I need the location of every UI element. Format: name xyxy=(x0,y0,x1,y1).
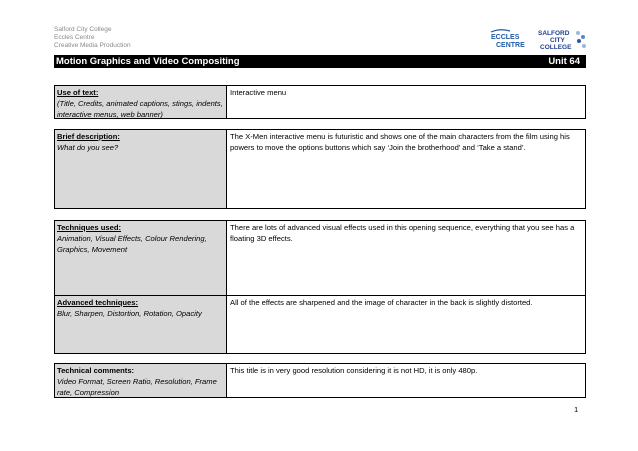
technical-comments-content: This title is in very good resolution considering it is not HD, it is only 480p. xyxy=(230,366,478,375)
technical-comments-label: Technical comments: xyxy=(57,366,135,375)
salford-logo-line1: SALFORD xyxy=(538,30,570,37)
brief-description-sub: What do you see? xyxy=(57,143,119,153)
unit-label: Unit 64 xyxy=(548,56,580,67)
advanced-techniques-row xyxy=(54,296,586,354)
centre-name: Eccles Centre xyxy=(54,34,95,41)
eccles-logo-line2: CENTRE xyxy=(496,42,525,49)
document-title: Motion Graphics and Video Compositing xyxy=(56,56,240,67)
technical-comments-sub: Video Format, Screen Ratio, Resolution, Frame rate, Compression xyxy=(57,377,217,398)
brief-description-row xyxy=(54,129,586,209)
salford-logo-line3: COLLEGE xyxy=(540,44,572,51)
use-of-text-label-cell xyxy=(55,86,227,118)
use-of-text-label: Use of text: xyxy=(57,88,99,97)
salford-logo-line2: CITY xyxy=(550,37,565,44)
brief-description-label: Brief description: xyxy=(57,132,120,141)
techniques-used-content: There are lots of advanced visual effects used in this opening sequence, everything that you see has a floating 3D effects. xyxy=(230,223,575,244)
use-of-text-sub: (Title, Credits, animated captions, stings, indents, interactive menus, web banner) xyxy=(57,99,223,120)
brief-description-content: The X-Men interactive menu is futuristic and shows one of the main characters from the film using his powers to move the options buttons which say ‘Join the brotherhood’ and ‘Take a stand’. xyxy=(230,132,570,153)
department-name: Creative Media Production xyxy=(54,42,131,49)
page-number: 1 xyxy=(574,405,579,414)
advanced-techniques-content: All of the effects are sharpened and the image of character in the back is slightly distorted. xyxy=(230,298,533,307)
advanced-techniques-label-cell xyxy=(55,296,227,353)
techniques-used-label-cell xyxy=(55,221,227,295)
advanced-techniques-sub: Blur, Sharpen, Distortion, Rotation, Opacity xyxy=(57,309,202,319)
eccles-logo-line1: ECCLES xyxy=(491,34,520,41)
advanced-techniques-label: Advanced techniques: xyxy=(57,298,139,307)
techniques-used-row xyxy=(54,220,586,296)
techniques-used-sub: Animation, Visual Effects, Colour Rendering, Graphics, Movement xyxy=(57,234,207,255)
college-info xyxy=(54,26,131,50)
college-name: Salford City College xyxy=(54,26,112,33)
salford-city-college-logo xyxy=(536,26,588,52)
document-title-bar xyxy=(54,55,586,68)
technical-comments-label-cell xyxy=(55,364,227,397)
use-of-text-row xyxy=(54,85,586,119)
brief-description-label-cell xyxy=(55,130,227,208)
techniques-used-label: Techniques used: xyxy=(57,223,121,232)
use-of-text-content: Interactive menu xyxy=(230,88,287,97)
technical-comments-row xyxy=(54,363,586,398)
eccles-centre-logo xyxy=(488,28,528,50)
